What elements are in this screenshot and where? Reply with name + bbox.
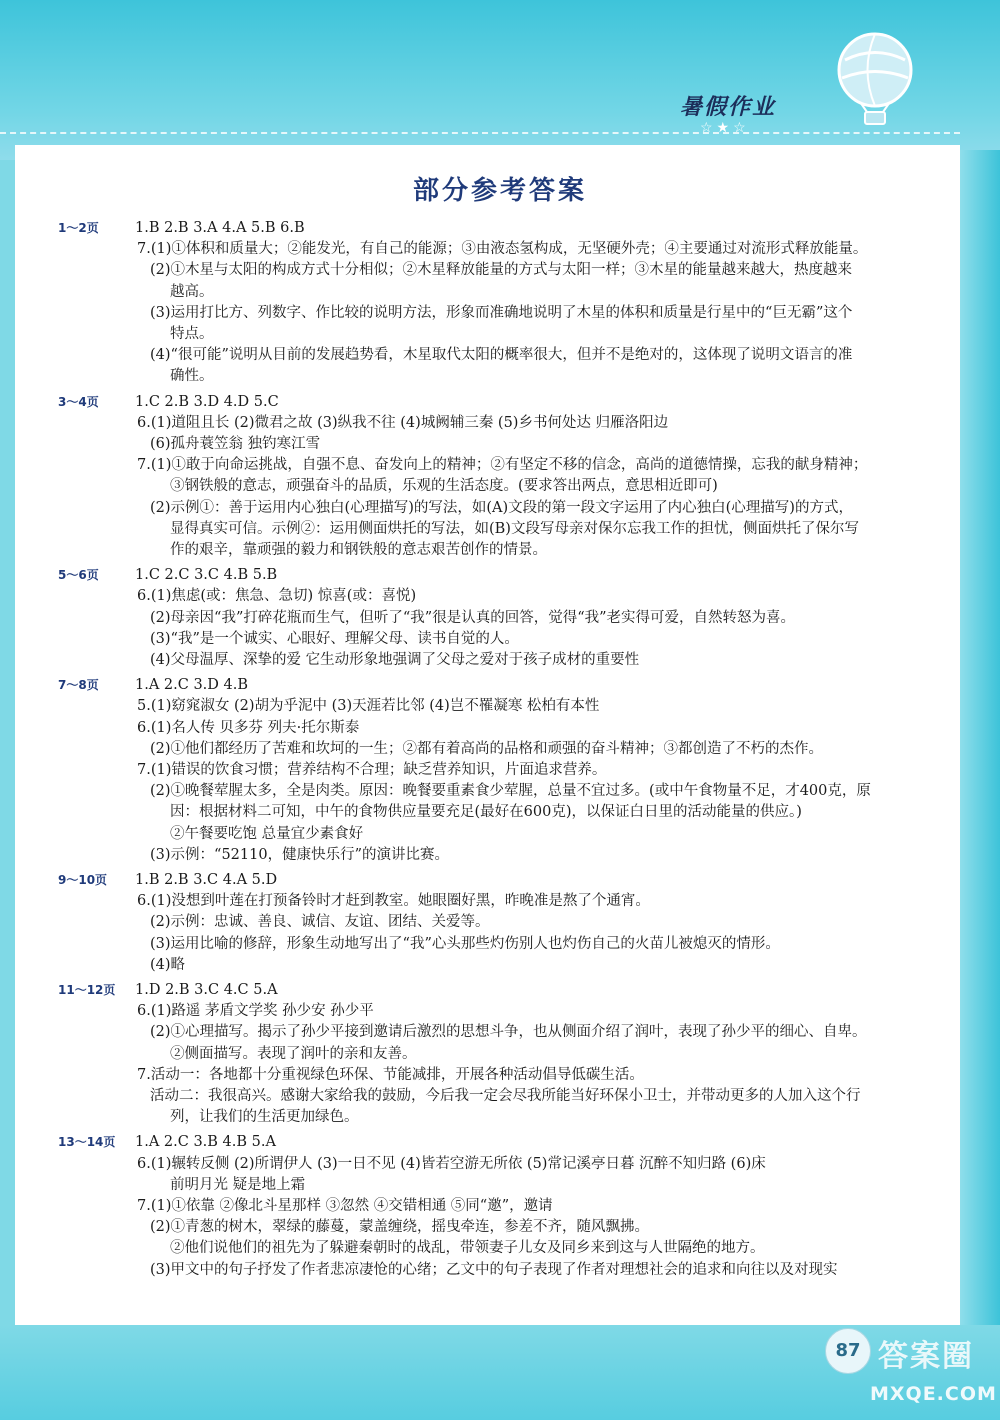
section-page-label: 5～6页 bbox=[58, 568, 99, 583]
answer-line: 1.B 2.B 3.A 4.A 5.B 6.B bbox=[135, 220, 305, 236]
answer-line: (2)①心理描写。揭示了孙少平接到邀请后激烈的思想斗争，也从侧面介绍了润叶，表现了孙少平的细心、自卑。 bbox=[150, 1024, 867, 1041]
page-number-badge: 87 bbox=[825, 1328, 871, 1374]
answer-line: 1.D 2.B 3.C 4.C 5.A bbox=[135, 982, 278, 998]
answer-line: 1.A 2.C 3.D 4.B bbox=[135, 677, 249, 694]
watermark-logo: 答案圈 bbox=[878, 1339, 974, 1374]
answer-line: 1.C 2.C 3.C 4.B 5.B bbox=[135, 567, 278, 584]
answer-line: 1.A 2.C 3.B 4.B 5.A bbox=[135, 1134, 276, 1151]
answer-line: 6.(1)名人传 贝多芬 列夫·托尔斯泰 bbox=[137, 719, 360, 736]
page-title: 部分参考答案 bbox=[412, 176, 587, 206]
answer-line: 7.(1)错误的饮食习惯；营养结构不合理；缺乏营养知识，片面追求营养。 bbox=[137, 762, 607, 778]
answer-line: 5.(1)窈窕淑女 (2)胡为乎泥中 (3)天涯若比邻 (4)岂不罹凝寒 松柏有本性 bbox=[137, 698, 600, 715]
watermark-url: MXQE.COM bbox=[870, 1383, 997, 1405]
answer-line: (2)母亲因“我”打碎花瓶而生气，但听了“我”很是认真的回答，觉得“我”老实得可爱，自然转怒为喜。 bbox=[150, 609, 796, 626]
answer-line: (3)运用打比方、列数字、作比较的说明方法，形象而准确地说明了木星的体积和质量是行星中的“巨无霸”这个 bbox=[150, 304, 853, 321]
answer-line: 7.(1)①体积和质量大；②能发光，有自己的能源；③由液态氢构成，无坚硬外壳；④主要通过对流形式释放能量。 bbox=[137, 241, 868, 258]
answer-line: (3)“我”是一个诚实、心眼好、理解父母、读书自觉的人。 bbox=[150, 630, 519, 647]
answer-line: (4)父母温厚、深挚的爱 它生动形象地强调了父母之爱对于孩子成材的重要性 bbox=[150, 652, 640, 668]
answer-line: (6)孤舟蓑笠翁 独钓寒江雪 bbox=[150, 436, 321, 452]
answer-line: 列，让我们的生活更加绿色。 bbox=[170, 1109, 359, 1126]
stars-decoration: ☆★☆ bbox=[700, 120, 750, 136]
section-page-label: 1～2页 bbox=[58, 221, 99, 235]
answer-line: ②他们说他们的祖先为了躲避秦朝时的战乱，带领妻子儿女及同乡来到这与人世隔绝的地方。 bbox=[170, 1240, 765, 1257]
section-page-label: 3～4页 bbox=[58, 394, 99, 409]
answer-line: 作的艰辛，靠顽强的毅力和钢铁般的意志艰苦创作的情景。 bbox=[170, 542, 547, 558]
answer-line: (2)①他们都经历了苦难和坎坷的一生；②都有着高尚的品格和顽强的奋斗精神；③都创造了不朽的杰作。 bbox=[150, 740, 824, 757]
answer-line: (3)示例：“52110，健康快乐行”的演讲比赛。 bbox=[150, 846, 449, 863]
section-page-label: 7～8页 bbox=[58, 678, 99, 693]
answer-line: 7.(1)①依靠 ②像北斗星那样 ③忽然 ④交错相通 ⑤同“邀”，邀请 bbox=[137, 1198, 553, 1214]
section-page-label: 11～12页 bbox=[58, 983, 116, 997]
answer-line: ②午餐要吃饱 总量宜少素食好 bbox=[170, 825, 364, 842]
answer-line: (4)略 bbox=[150, 956, 186, 973]
site-watermark bbox=[870, 1325, 997, 1415]
answer-line: (2)示例①：善于运用内心独白(心理描写)的写法，如(A)文段的第一段文字运用了内心独白(心理描写)的方式， bbox=[150, 499, 853, 516]
answer-line: 6.(1)没想到叶莲在打预备铃时才赶到教室。她眼圈好黑，昨晚准是熬了个通宵。 bbox=[137, 893, 650, 910]
answer-line: 特点。 bbox=[170, 326, 214, 342]
answer-line: 因：根据材料二可知，中午的食物供应量要充足(最好在600克)，以保证白日里的活动能量的供应。) bbox=[170, 804, 802, 821]
answer-line: 活动二：我很高兴。感谢大家给我的鼓励，今后我一定会尽我所能当好环保小卫士，并带动更多的人加入这个行 bbox=[150, 1088, 861, 1104]
answer-line: 1.C 2.B 3.D 4.D 5.C bbox=[135, 393, 279, 410]
answer-line: 6.(1)焦虑(或：焦急、急切) 惊喜(或：喜悦) bbox=[137, 588, 417, 605]
answer-line: 7.(1)①敢于向命运挑战，自强不息、奋发向上的精神；②有坚定不移的信念，高尚的道德情操，忘我的献身精神； bbox=[137, 457, 868, 474]
answer-line: ③钢铁般的意志，顽强奋斗的品质，乐观的生活态度。(要求答出两点，意思相近即可) bbox=[170, 478, 718, 495]
answer-line: 6.(1)路遥 茅盾文学奖 孙少安 孙少平 bbox=[137, 1003, 374, 1020]
brand-text: 暑假作业 bbox=[680, 95, 777, 120]
answer-line: (2)示例：忠诚、善良、诚信、友谊、团结、关爱等。 bbox=[150, 914, 490, 931]
section-page-label: 13～14页 bbox=[58, 1135, 116, 1150]
answer-line: 显得真实可信。示例②：运用侧面烘托的写法，如(B)文段写母亲对保尔忘我工作的担忧，侧面烘托了保尔写 bbox=[170, 520, 859, 537]
answer-line: 前明月光 疑是地上霜 bbox=[170, 1176, 306, 1193]
answer-line: 7.活动一：各地都十分重视绿色环保、节能减排，开展各种活动倡导低碳生活。 bbox=[137, 1066, 644, 1083]
hot-air-balloon-icon bbox=[820, 20, 930, 130]
answer-line: 6.(1)道阻且长 (2)微君之故 (3)纵我不往 (4)城阙辅三秦 (5)乡书何处达 归雁洛阳边 bbox=[137, 414, 669, 431]
answer-line: 1.B 2.B 3.C 4.A 5.D bbox=[135, 872, 278, 888]
right-frame bbox=[960, 150, 1000, 1420]
answer-line: (2)①晚餐荤腥太多，全是肉类。原因：晚餐要重素食少荤腥，总量不宜过多。(或中午食物量不足，才400克，原 bbox=[150, 783, 871, 800]
answer-line: (2)①青葱的树木，翠绿的藤蔓，蒙盖缠绕，摇曳牵连，参差不齐，随风飘拂。 bbox=[150, 1219, 650, 1236]
answer-line: (2)①木星与太阳的构成方式十分相似；②木星释放能量的方式与太阳一样；③木星的能量越来越大，热度越来 bbox=[150, 262, 853, 279]
answer-line: ②侧面描写。表现了润叶的亲和友善。 bbox=[170, 1045, 417, 1062]
section-page-label: 9～10页 bbox=[58, 873, 108, 887]
answer-line: (3)运用比喻的修辞，形象生动地写出了“我”心头那些灼伤别人也灼伤自己的火苗儿被熄灭的情形。 bbox=[150, 935, 780, 952]
answer-line: (3)甲文中的句子抒发了作者悲凉凄怆的心绪；乙文中的句子表现了作者对理想社会的追求和向往以及对现实 bbox=[150, 1261, 838, 1278]
answer-line: 确性。 bbox=[170, 368, 214, 385]
answer-line: 6.(1)辗转反侧 (2)所谓伊人 (3)一日不见 (4)皆若空游无所依 (5)常记溪亭日暮 沉醉不知归路 (6)床 bbox=[137, 1155, 766, 1172]
answer-line: 越高。 bbox=[170, 283, 214, 300]
answer-line: (4)“很可能”说明从目前的发展趋势看，木星取代太阳的概率很大，但并不是绝对的，这体现了说明文语言的准 bbox=[150, 347, 853, 364]
